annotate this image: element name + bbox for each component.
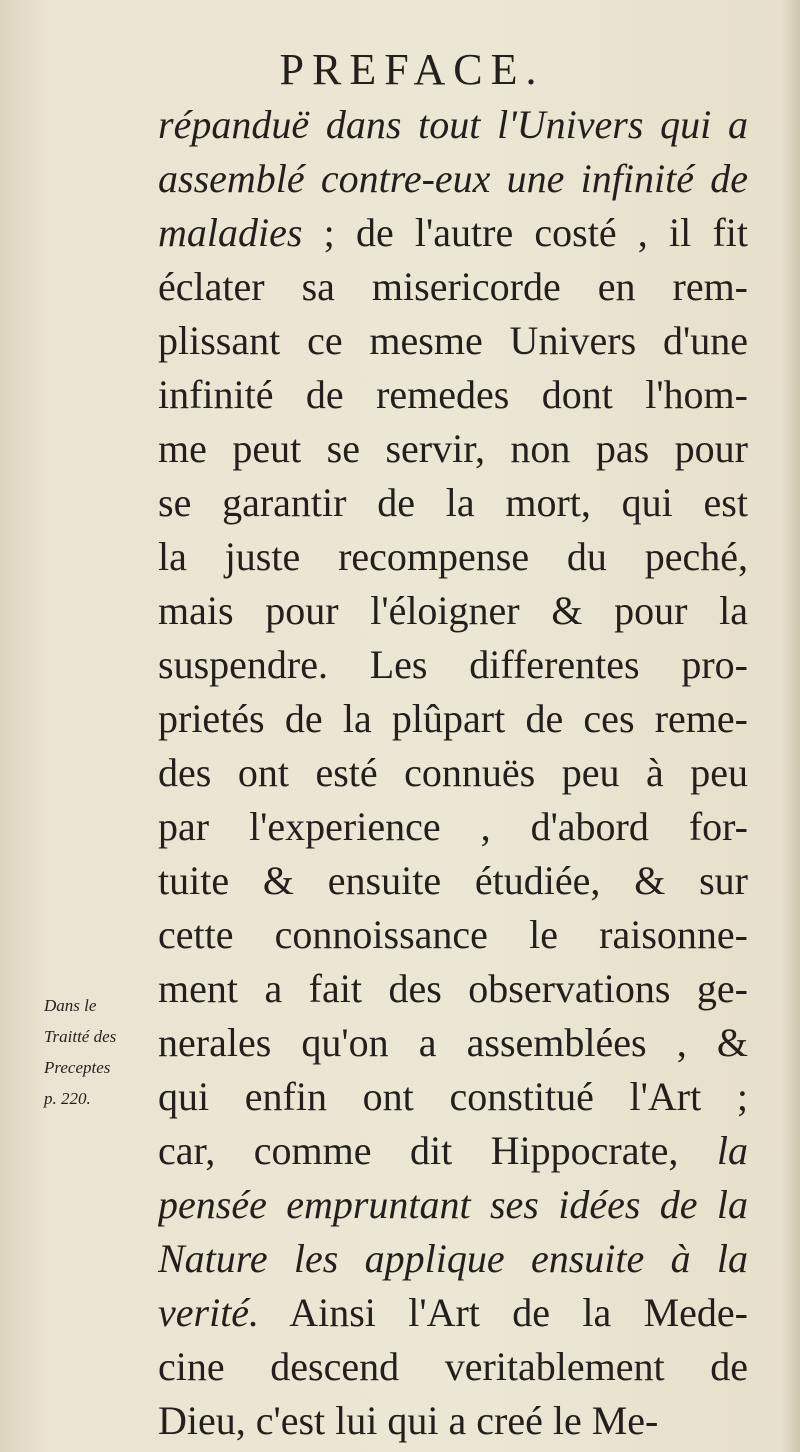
roman-segment: nerales qu'on a assemblées , &: [158, 1020, 748, 1065]
roman-segment: Ainsi l'Art de la Mede-: [259, 1290, 748, 1335]
text-line: [158, 314, 748, 368]
text-line: [158, 800, 748, 854]
text-line: [158, 908, 748, 962]
text-line: [158, 476, 748, 530]
text-line: [158, 260, 748, 314]
margin-note-line: Dans le: [44, 996, 97, 1015]
body-text: [158, 98, 748, 1448]
margin-note-line: Traitté des: [44, 1027, 117, 1046]
margin-note-line: Preceptes: [44, 1058, 111, 1077]
text-line: [158, 854, 748, 908]
text-line: [158, 692, 748, 746]
roman-segment: Dieu, c'est lui qui a creé le Me-: [158, 1398, 659, 1443]
text-line: [158, 962, 748, 1016]
text-line: [158, 98, 748, 152]
text-line: [158, 368, 748, 422]
roman-segment: mais pour l'éloigner & pour la: [158, 588, 748, 633]
roman-segment: prietés de la plûpart de ces reme-: [158, 696, 748, 741]
text-line: [158, 152, 748, 206]
roman-segment: par l'experience , d'abord for-: [158, 804, 748, 849]
roman-segment: des ont esté connuës peu à peu: [158, 750, 748, 795]
margin-note: [44, 990, 156, 1114]
text-line: [158, 1070, 748, 1124]
text-line: [158, 1394, 748, 1448]
roman-segment: ; de l'autre costé , il fit: [302, 210, 748, 255]
italic-segment: pensée empruntant ses idées de la: [158, 1182, 748, 1227]
text-line: [158, 530, 748, 584]
text-line: [158, 638, 748, 692]
italic-segment: maladies: [158, 210, 303, 255]
roman-segment: car, comme dit Hippocrate,: [158, 1128, 717, 1173]
text-line: [158, 584, 748, 638]
italic-segment: répanduë dans tout l'Univers qui a: [158, 102, 748, 147]
text-line: [158, 1232, 748, 1286]
text-line: [158, 206, 748, 260]
roman-segment: ment a fait des observations ge-: [158, 966, 748, 1011]
italic-segment: assemblé contre-eux une infinité de: [158, 156, 748, 201]
margin-note-line: p. 220.: [44, 1089, 91, 1108]
roman-segment: tuite & ensuite étudiée, & sur: [158, 858, 748, 903]
roman-segment: qui enfin ont constitué l'Art ;: [158, 1074, 748, 1119]
text-line: [158, 1340, 748, 1394]
text-line: [158, 1178, 748, 1232]
roman-segment: la juste recompense du peché,: [158, 534, 748, 579]
roman-segment: cine descend veritablement de: [158, 1344, 748, 1389]
roman-segment: suspendre. Les differentes pro-: [158, 642, 748, 687]
text-line: [158, 1124, 748, 1178]
roman-segment: plissant ce mesme Univers d'une: [158, 318, 748, 363]
roman-segment: se garantir de la mort, qui est: [158, 480, 748, 525]
italic-segment: la: [716, 1128, 748, 1173]
running-head: PREFACE.: [279, 45, 545, 94]
text-line: [158, 1286, 748, 1340]
page-edge-shadow: [782, 0, 800, 1452]
italic-segment: verité.: [158, 1290, 260, 1335]
roman-segment: me peut se servir, non pas pour: [158, 426, 748, 471]
roman-segment: cette connoissance le raisonne-: [158, 912, 748, 957]
text-line: [158, 1016, 748, 1070]
text-line: [158, 422, 748, 476]
roman-segment: infinité de remedes dont l'hom-: [158, 372, 748, 417]
roman-segment: éclater sa misericorde en rem-: [158, 264, 748, 309]
text-line: [158, 746, 748, 800]
italic-segment: Nature les applique ensuite à la: [158, 1236, 748, 1281]
